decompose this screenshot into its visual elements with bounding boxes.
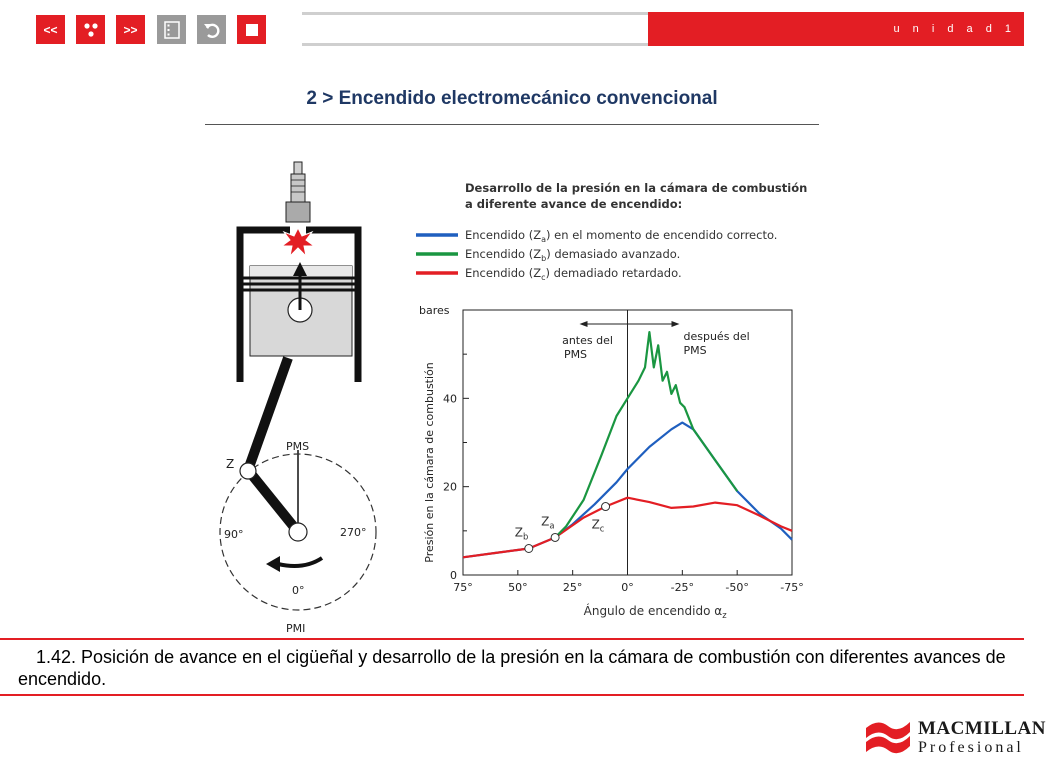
index-button[interactable] bbox=[76, 15, 105, 44]
logo-line2: Profesional bbox=[918, 739, 1024, 756]
list-icon bbox=[163, 20, 181, 40]
x-tick-label-6: -75° bbox=[780, 581, 804, 594]
x-tick-label-0: 75° bbox=[453, 581, 473, 594]
back-button[interactable] bbox=[197, 15, 226, 44]
next-button-label: >> bbox=[123, 22, 138, 37]
previous-button-label: << bbox=[43, 22, 58, 37]
unit-bar bbox=[648, 12, 1024, 46]
label-0-engine: 0° bbox=[292, 584, 305, 597]
y-axis-label: Presión en la cámara de combustión bbox=[423, 362, 436, 563]
label-z-engine: Z bbox=[226, 457, 235, 471]
engine-drawing bbox=[220, 162, 376, 635]
x-axis-label: Ángulo de encendido $\alpha_z$ bbox=[583, 604, 727, 620]
pressure-chart bbox=[419, 304, 804, 620]
x-tick-label-2: 25° bbox=[562, 581, 583, 594]
legend-entry-a: Encendido $(Z_a)$ en el momento de encendido correcto. bbox=[465, 228, 778, 244]
chart-title-line2: a diferente avance de encendido: bbox=[465, 197, 683, 211]
figure bbox=[210, 150, 810, 640]
series-line-1 bbox=[555, 332, 737, 537]
label-pmi: PMI bbox=[286, 622, 306, 635]
y-unit-label: bares bbox=[419, 304, 450, 317]
caption-top-rule bbox=[0, 638, 1024, 640]
label-pms-engine: PMS bbox=[286, 440, 310, 453]
title-divider bbox=[205, 124, 819, 125]
legend-entry-b: Encendido $(Z_b)$ demasiado avanzado. bbox=[465, 247, 681, 263]
point-zc bbox=[602, 503, 610, 511]
chart-title-line1: Desarrollo de la presión en la cámara de combustión bbox=[465, 181, 808, 195]
undo-icon bbox=[202, 20, 222, 40]
figure-caption: 1.42. Posición de avance en el cigüeñal y desarrollo de la presión en la cámara de combustión con diferentes avances de encendido. bbox=[18, 647, 1006, 689]
y-tick-label-0: 0 bbox=[450, 569, 457, 582]
contents-button[interactable] bbox=[157, 15, 186, 44]
point-label-zc: $Z_c$ bbox=[591, 517, 605, 534]
chart-header bbox=[465, 181, 807, 211]
x-tick-label-4: -25° bbox=[670, 581, 695, 594]
page-title: 2 > Encendido electromecánico convencional bbox=[306, 88, 718, 109]
point-label-zb: $Z_b$ bbox=[514, 525, 529, 542]
point-label-za: $Z_a$ bbox=[541, 514, 555, 531]
x-tick-label-3: 0° bbox=[621, 581, 634, 594]
exit-button[interactable] bbox=[237, 15, 266, 44]
chart-legend bbox=[416, 228, 777, 282]
unit-label: u n i d a d 1 bbox=[893, 23, 1016, 35]
y-tick-label-1: 20 bbox=[443, 480, 457, 494]
annotation-arrow-left bbox=[580, 321, 588, 327]
macmillan-wave-icon bbox=[864, 714, 914, 758]
annotation-arrow-right bbox=[672, 321, 680, 327]
label-270: 270° bbox=[340, 526, 367, 539]
logo-line1: MACMILLAN bbox=[918, 718, 1046, 739]
legend-entry-c: Encendido $(Z_c)$ demadiado retardado. bbox=[465, 266, 682, 282]
label-90: 90° bbox=[224, 528, 244, 541]
point-za bbox=[551, 533, 559, 541]
annotation-before: antes del PMS bbox=[562, 334, 613, 361]
annotation-after: después del PMS bbox=[683, 330, 750, 357]
point-zb bbox=[525, 545, 533, 553]
caption-bottom-rule bbox=[0, 694, 1024, 696]
next-button[interactable] bbox=[116, 15, 145, 44]
y-tick-label-2: 40 bbox=[443, 392, 457, 406]
previous-button[interactable] bbox=[36, 15, 65, 44]
stop-icon bbox=[244, 22, 260, 38]
header-line bbox=[302, 12, 648, 46]
x-tick-label-5: -50° bbox=[725, 581, 749, 594]
x-tick-label-1: 50° bbox=[508, 581, 528, 594]
dice-icon bbox=[81, 20, 101, 40]
macmillan-logo bbox=[864, 712, 1046, 760]
